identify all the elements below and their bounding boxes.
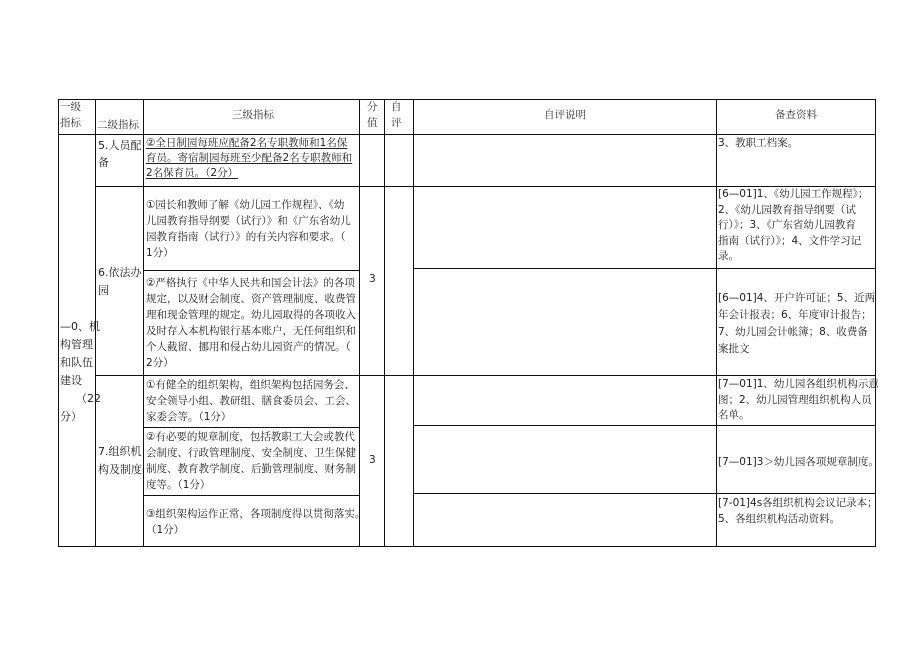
table-border-right [875, 99, 876, 547]
header-col-self-eval-notes: 自评说明 [544, 109, 586, 121]
cell-line: 规定，以及财会制度、资产管理制度、收费管 [146, 293, 356, 305]
header-text: 评 [391, 116, 402, 129]
header-text: 自 [391, 101, 402, 113]
cell-line: 个人截留、挪用和侵占幼儿园资产的情况。（ [146, 341, 351, 353]
cell-line: 2名保育员。（2分） [146, 167, 239, 179]
cell-line: 5、各组织机构活动资料。 [718, 512, 841, 525]
header-col-reference: 备查资料 [775, 109, 817, 121]
cell-line: 园 [98, 284, 109, 297]
third-level-indicator [146, 506, 365, 538]
cell-line: 2分） [146, 357, 174, 369]
cell-line: [7—01]1、幼儿园各组织机构示意 [718, 378, 879, 390]
cell-line: 图；2、幼儿园管理组织机构人员 [718, 393, 872, 406]
cell-line: 家委会等。（1分） [146, 411, 232, 423]
row-divider [143, 495, 359, 496]
header-text: 一级 [60, 101, 81, 113]
cell-line: ③组织架构运作正常，各项制度得以贯彻落实。 [146, 508, 366, 520]
second-level-indicator [98, 264, 142, 300]
reference-materials [718, 377, 879, 424]
cell-line: 构管理 [60, 338, 93, 351]
third-level-indicator [146, 275, 356, 371]
row-divider [413, 493, 876, 494]
cell-line: 建设 [60, 374, 82, 387]
cell-line: 年会计报表；6、年度审计报告； [718, 309, 872, 321]
cell-line: 1分） [146, 247, 174, 259]
cell-line: 安全领导小组、教研组、膳食委员会、工会、 [146, 395, 356, 407]
cell-line: 分） [60, 410, 82, 423]
row-divider [413, 268, 876, 269]
cell-line: 育员。寄宿制园每班至少配备2名专职教师和 [146, 152, 353, 164]
second-level-indicator [98, 443, 142, 479]
row-divider [143, 427, 359, 428]
third-level-indicator [146, 429, 356, 493]
cell-line: 名单。 [718, 409, 750, 421]
cell-line: 园教育指南（试行）》的有关内容和要求。（ [146, 231, 346, 243]
cell-line: ①园长和教师了解《幼儿园工作规程》、《幼 [146, 199, 345, 211]
cell-line: 案批文 [718, 343, 750, 355]
cell-line: 5.人员配 [98, 139, 142, 152]
cell-line: —0、机 [60, 320, 100, 333]
header-col-third-level: 三级指标 [232, 109, 274, 121]
third-level-indicator [146, 136, 352, 181]
cell-line: 儿园教育指导纲要（试行）》和《广东省幼儿 [146, 215, 351, 227]
cell-line: 构及制度 [98, 463, 142, 476]
cell-line: 制度、教育教学制度、后勤管理制度、财务制 [146, 463, 356, 475]
row-divider [143, 270, 359, 271]
score-value: 3 [369, 454, 376, 466]
third-level-indicator [146, 197, 351, 261]
cell-line: 2、《幼儿园教育指导纲要（试 [718, 203, 856, 216]
cell-line: 3、教职工档案。 [718, 137, 799, 149]
reference-materials [718, 496, 878, 527]
cell-line: ②全日制园每班应配备2名专职教师和1名保 [146, 137, 348, 149]
row-divider [58, 134, 876, 135]
second-level-indicator [98, 137, 142, 171]
header-text: 指标 [60, 116, 81, 129]
cell-line: 及时存入本机构银行基本账户，无任何组织和 [146, 325, 356, 337]
cell-line: [7—01]3＞幼儿园各项规章制度。 [718, 456, 879, 468]
cell-line: [6—01]4、开户许可证；5、近两 [718, 292, 876, 304]
cell-line: ②严格执行《中华人民共和国会计法》的各项 [146, 277, 355, 289]
reference-materials [718, 290, 875, 358]
cell-line: 行）》；3、《广东省幼儿园教育 [718, 219, 856, 231]
cell-line: （22 [76, 392, 101, 405]
col-divider [359, 99, 360, 547]
header-col-second-level: 二级指标 [97, 119, 139, 131]
col-divider [384, 99, 385, 547]
header-text: 分 [367, 101, 378, 113]
col-divider [143, 99, 144, 547]
cell-line: 会制度、行政管理制度、安全制度、卫生保健 [146, 447, 356, 459]
header-col-first-level [60, 100, 81, 131]
cell-line: 备 [98, 156, 109, 169]
header-text: 值 [367, 116, 378, 129]
header-col-score [367, 100, 378, 131]
table-border-left [58, 99, 59, 547]
cell-line: 6.依法办 [98, 266, 142, 279]
first-level-indicator [60, 318, 101, 426]
cell-line: 指南（试行）》；4、文件学习记 [718, 234, 862, 247]
cell-line: 7、幼儿园会计帐簿；8、收费备 [718, 326, 868, 338]
header-col-self-eval [391, 100, 402, 131]
reference-materials [718, 187, 868, 265]
reference-materials [718, 455, 879, 471]
table-border-bottom [58, 546, 876, 547]
cell-line: ①有健全的组织架构，组织架构包括园务会、 [146, 379, 355, 391]
cell-line: ②有必要的规章制度，包括教职工大会或教代 [146, 431, 355, 443]
row-divider [413, 425, 876, 426]
cell-line: （1分） [146, 524, 185, 536]
reference-materials [718, 136, 798, 152]
row-divider [95, 375, 876, 376]
third-level-indicator [146, 377, 356, 425]
table-border-top [58, 99, 876, 100]
col-divider [413, 99, 414, 547]
cell-line: 录。 [718, 250, 739, 262]
cell-line: 度等。（1分） [146, 479, 211, 491]
cell-line: 7.组织机 [98, 445, 142, 458]
score-value: 3 [369, 273, 376, 285]
cell-line: 和队伍 [60, 356, 93, 369]
cell-line: [7-01]4s各组织机构会议记录本； [718, 497, 878, 509]
col-divider [716, 99, 717, 547]
cell-line: 理和现金管理的规定。幼儿园取得的各项收入 [146, 309, 356, 321]
cell-line: [6—01]1、《幼儿园工作规程》； [718, 188, 869, 200]
